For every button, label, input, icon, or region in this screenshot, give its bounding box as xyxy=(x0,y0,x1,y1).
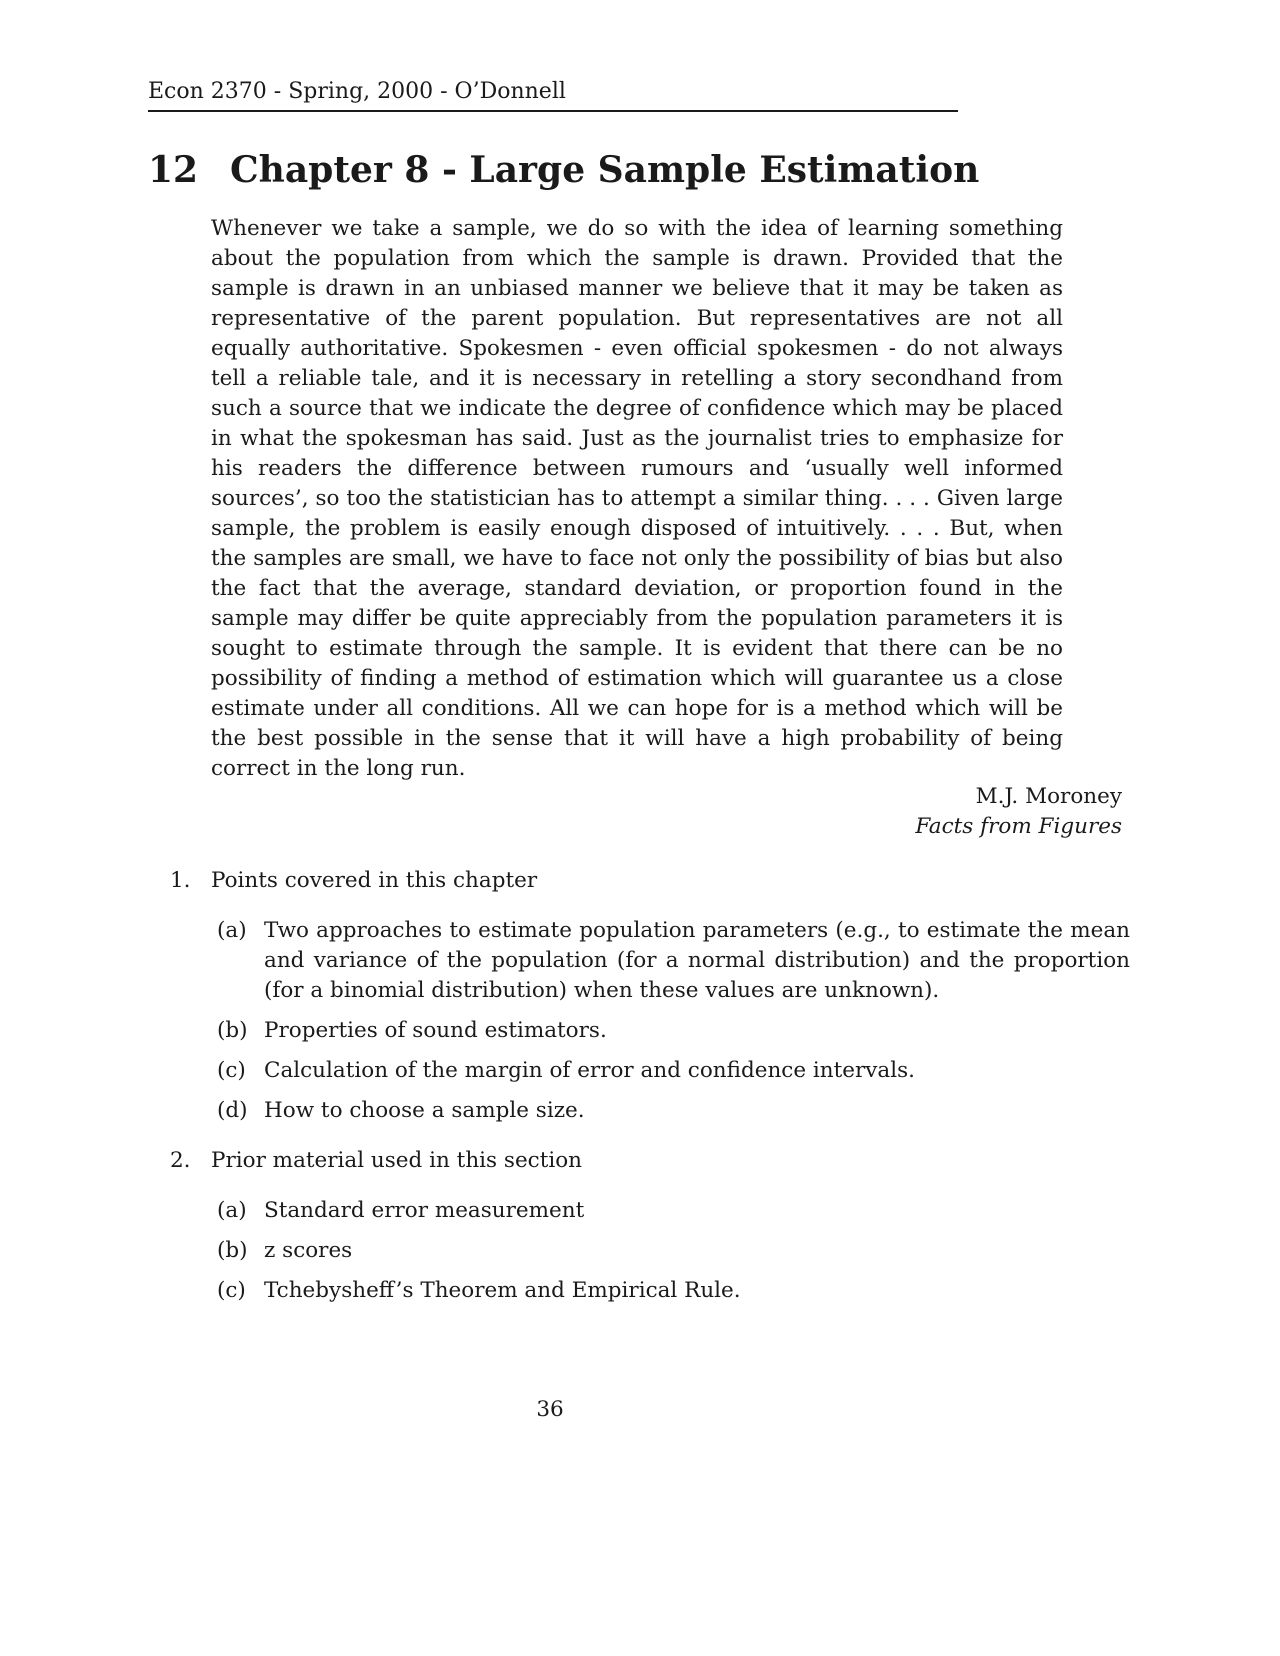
outline-subitem-label: (c) xyxy=(217,1058,246,1083)
chapter-heading xyxy=(148,146,1148,194)
outline-subitem xyxy=(217,1056,1130,1086)
outline-subitem-label: (a) xyxy=(217,918,247,943)
outline-subitem-text: Tchebysheff’s Theorem and Empirical Rule. xyxy=(264,1278,741,1303)
outline-subitem-label: (c) xyxy=(217,1278,246,1303)
outline-sublist xyxy=(217,1196,1130,1306)
outline-subitem-label: (b) xyxy=(217,1018,248,1043)
outline-subitem-label: (b) xyxy=(217,1238,248,1263)
outline-subitem-text: Two approaches to estimate population parameters (e.g., to estimate the mean and variance of the population (for a normal distribution) and the proportion (for a binomial distribution) when these values are unknown). xyxy=(264,918,1130,1003)
epigraph-work-title: Facts from Figures xyxy=(915,814,1122,839)
outline-subitem xyxy=(217,1196,1130,1226)
outline-item-text: Points covered in this chapter xyxy=(211,868,538,893)
chapter-outline xyxy=(170,866,1130,1316)
outline-item-prior-material xyxy=(170,1146,1130,1306)
outline-subitem xyxy=(217,1096,1130,1126)
section-number: 12 xyxy=(148,149,199,191)
outline-subitem-text: Calculation of the margin of error and confidence intervals. xyxy=(264,1058,915,1083)
outline-item-number: 2. xyxy=(170,1148,191,1173)
outline-subitem-label: (d) xyxy=(217,1098,248,1123)
outline-subitem-text: Standard error measurement xyxy=(264,1198,585,1223)
outline-subitem-label: (a) xyxy=(217,1198,247,1223)
outline-subitem-text: z scores xyxy=(264,1238,353,1263)
outline-subitem xyxy=(217,1016,1130,1046)
outline-item-text: Prior material used in this section xyxy=(211,1148,583,1173)
outline-subitem-text: Properties of sound estimators. xyxy=(264,1018,607,1043)
outline-subitem xyxy=(217,1236,1130,1266)
epigraph-quote: Whenever we take a sample, we do so with the idea of learning something about the population from which the sample is drawn. Provided that the sample is drawn in an unbiased manner we believe that it may be taken as representative of the parent population. But representatives are not all equally authoritative. Spokesmen - even official spokesmen - do not always tell a reliable tale, and it is necessary in retelling a story secondhand from such a source that we indicate the degree of confidence which may be placed in what the spokesman has said. Just as the journalist tries to emphasize for his readers the difference between rumours and ‘usually well informed sources’, so too the statistician has to attempt a similar thing. . . . Given large sample, the problem is easily enough disposed of intuitively. . . . But, when the samples are small, we have to face not only the possibility of bias but also the fact that the average, standard deviation, or proportion found in the sample may differ be quite appreciably from the population parameters it is sought to estimate through the sample. It is evident that there can be no possibility of finding a method of estimation which will guarantee us a close estimate under all conditions. All we can hope for is a method which will be the best possible in the sense that it will have a high probability of being correct in the long run. xyxy=(211,216,1063,781)
outline-item-points-covered xyxy=(170,866,1130,1126)
outline-sublist xyxy=(217,916,1130,1126)
chapter-title: Chapter 8 - Large Sample Estimation xyxy=(230,149,980,191)
epigraph-attribution xyxy=(700,782,1122,842)
page-number: 36 xyxy=(536,1397,564,1422)
epigraph-author: M.J. Moroney xyxy=(975,784,1122,809)
outline-subitem xyxy=(217,1276,1130,1306)
outline-subitem xyxy=(217,916,1130,1006)
outline-item-number: 1. xyxy=(170,868,191,893)
outline-subitem-text: How to choose a sample size. xyxy=(264,1098,585,1123)
running-header: Econ 2370 - Spring, 2000 - O’Donnell xyxy=(148,78,958,112)
